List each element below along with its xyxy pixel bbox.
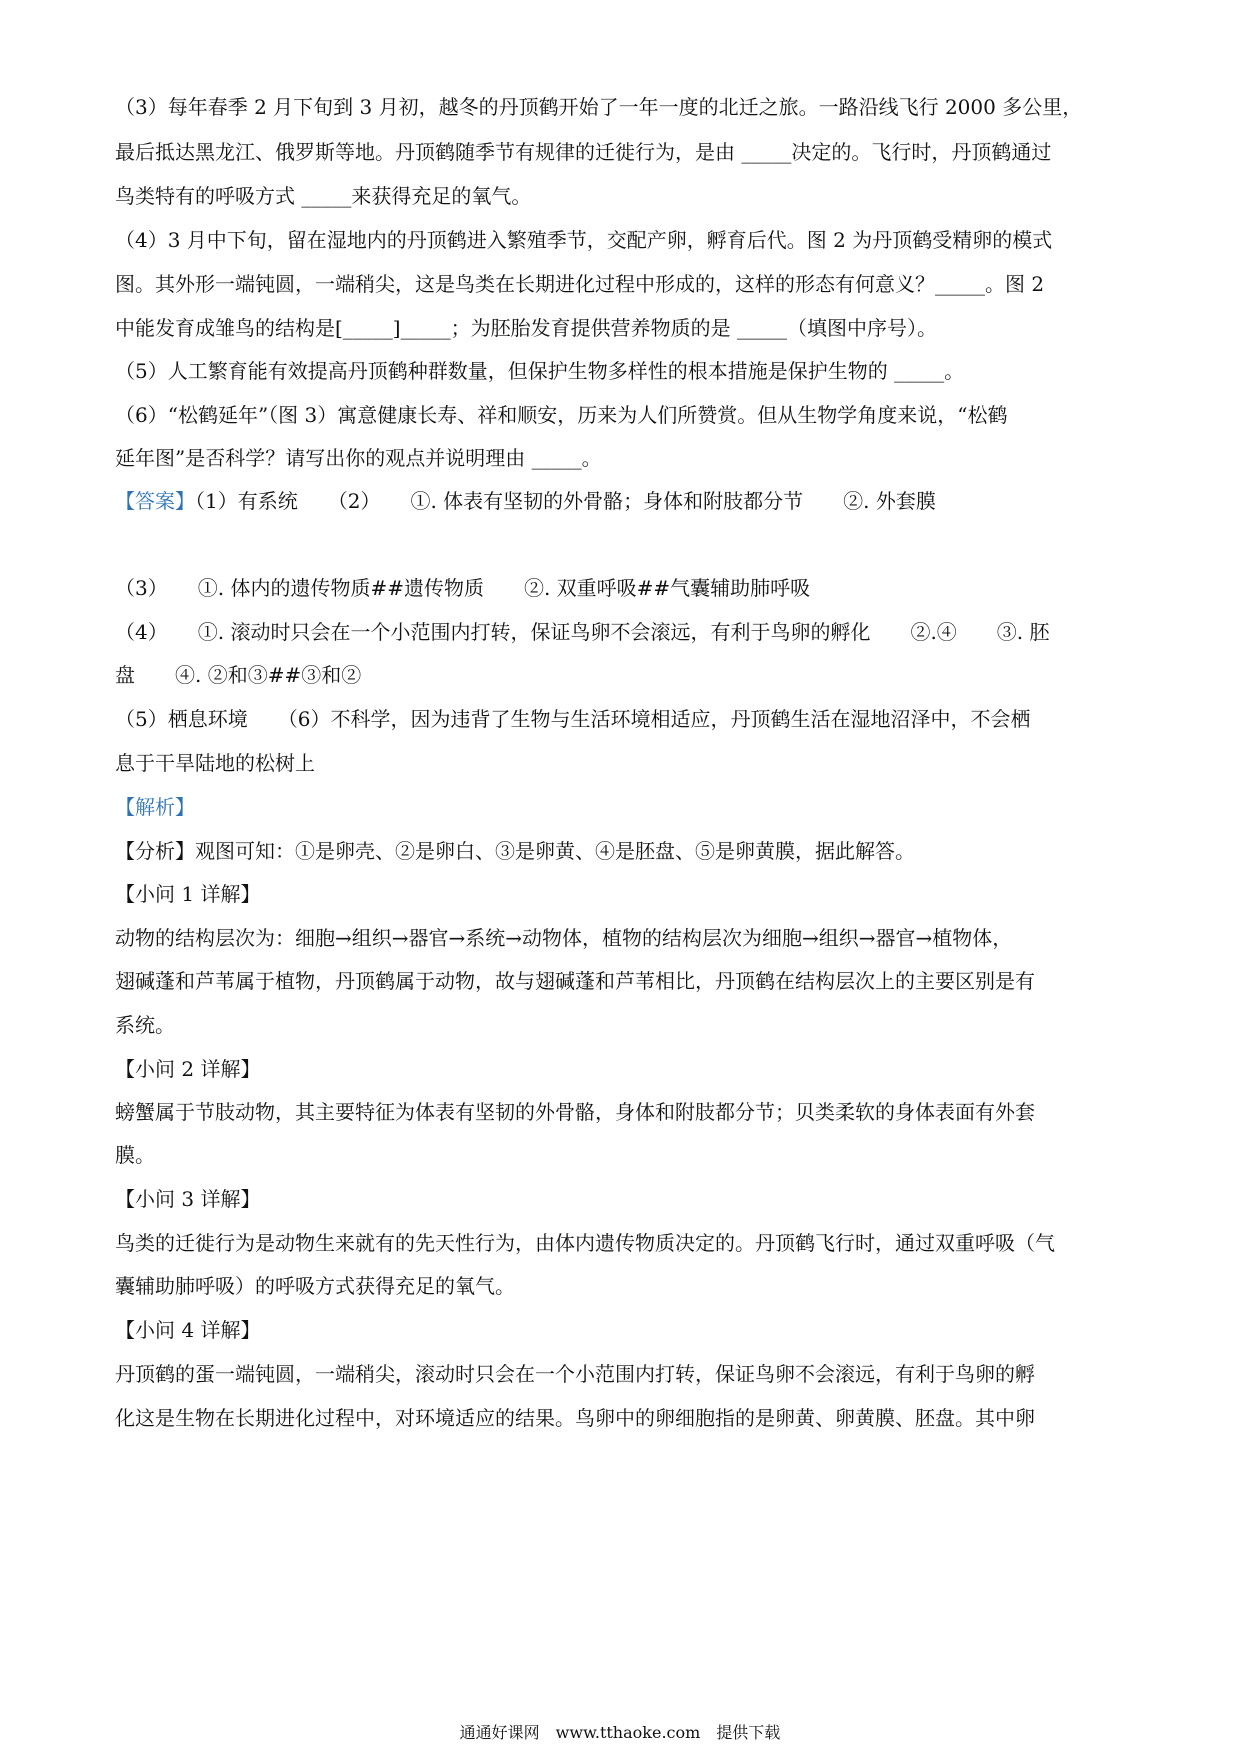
analysis-line: 化这是生物在长期进化过程中，对环境适应的结果。鸟卵中的卵细胞指的是卵黄、卵黄膜、胚盘。其中卵 <box>115 1406 1035 1430</box>
answer-line-1 <box>115 487 1135 515</box>
analysis-line: 囊辅助肺呼吸）的呼吸方式获得充足的氧气。 <box>115 1274 515 1298</box>
analysis-line: 丹顶鹤的蛋一端钝圆，一端稍尖，滚动时只会在一个小范围内打转，保证鸟卵不会滚远，有利于鸟卵的孵 <box>115 1362 1035 1386</box>
analysis-line: 【小问 2 详解】 <box>115 1057 261 1081</box>
question-3-line-1: （3）每年春季 2 月下旬到 3 月初，越冬的丹顶鹤开始了一年一度的北迁之旅。一路沿线飞行 2000 多公里， <box>115 95 1083 119</box>
analysis-line: 【小问 1 详解】 <box>115 882 261 906</box>
answer-line-4: 盘 ④. ②和③##③和② <box>115 663 362 687</box>
analysis-line: 翅碱蓬和芦苇属于植物，丹顶鹤属于动物，故与翅碱蓬和芦苇相比，丹顶鹤在结构层次上的主要区别是有 <box>115 969 1035 993</box>
question-6-line-1: （6）“松鹤延年”（图 3）寓意健康长寿、祥和顺安，历来为人们所赞赏。但从生物学角度来说，“松鹤 <box>115 403 1008 427</box>
answer-line-3: （4） ①. 滚动时只会在一个小范围内打转，保证鸟卵不会滚远，有利于鸟卵的孵化 ②.④ ③. 胚 <box>115 620 1050 644</box>
analysis-line: 膜。 <box>115 1143 155 1167</box>
question-5-line: （5）人工繁育能有效提高丹顶鹤种群数量，但保护生物多样性的根本措施是保护生物的 _____。 <box>115 359 965 383</box>
answer-line-2: （3） ①. 体内的遗传物质##遗传物质 ②. 双重呼吸##气囊辅助肺呼吸 <box>115 576 811 600</box>
analysis-line: 动物的结构层次为：细胞→组织→器官→系统→动物体，植物的结构层次为细胞→组织→器官→植物体， <box>115 926 1013 950</box>
question-3-line-3: 鸟类特有的呼吸方式 _____来获得充足的氧气。 <box>115 184 532 208</box>
analysis-line: 鸟类的迁徙行为是动物生来就有的先天性行为，由体内遗传物质决定的。丹顶鹤飞行时，通过双重呼吸（气 <box>115 1231 1055 1255</box>
answer-label: 【答案】 <box>115 489 195 513</box>
question-6-line-2: 延年图”是否科学？请写出你的观点并说明理由 _____。 <box>115 446 602 470</box>
page-footer: 通通好课网 www.tthaoke.com 提供下载 <box>459 1723 781 1742</box>
question-3-line-2: 最后抵达黑龙江、俄罗斯等地。丹顶鹤随季节有规律的迁徙行为，是由 _____决定的。飞行时，丹顶鹤通过 <box>115 140 1052 164</box>
answer-first-text: （1）有系统 （2） ①. 体表有坚韧的外骨骼；身体和附肢都分节 ②. 外套膜 <box>195 489 936 513</box>
question-4-line-2: 图。其外形一端钝圆，一端稍尖，这是鸟类在长期进化过程中形成的，这样的形态有何意义？_____。图 2 <box>115 272 1045 296</box>
question-4-line-1: （4）3 月中下旬，留在湿地内的丹顶鹤进入繁殖季节，交配产卵，孵育后代。图 2 为丹顶鹤受精卵的模式 <box>115 228 1053 252</box>
analysis-line: 【小问 3 详解】 <box>115 1187 261 1211</box>
answer-line-5: （5）栖息环境 （6）不科学，因为违背了生物与生活环境相适应，丹顶鹤生活在湿地沼泽中，不会栖 <box>115 707 1031 731</box>
question-4-line-3: 中能发育成雏鸟的结构是[_____]_____；为胚胎发育提供营养物质的是 _____（填图中序号）。 <box>115 316 937 340</box>
analysis-line: 螃蟹属于节肢动物，其主要特征为体表有坚韧的外骨骼，身体和附肢都分节；贝类柔软的身体表面有外套 <box>115 1100 1035 1124</box>
answer-line-6: 息于干旱陆地的松树上 <box>115 751 315 775</box>
analysis-line: 系统。 <box>115 1013 175 1037</box>
analysis-line: 【分析】观图可知：①是卵壳、②是卵白、③是卵黄、④是胚盘、⑤是卵黄膜，据此解答。 <box>115 839 915 863</box>
analysis-line: 【小问 4 详解】 <box>115 1318 261 1342</box>
analysis-label: 【解析】 <box>115 795 195 819</box>
